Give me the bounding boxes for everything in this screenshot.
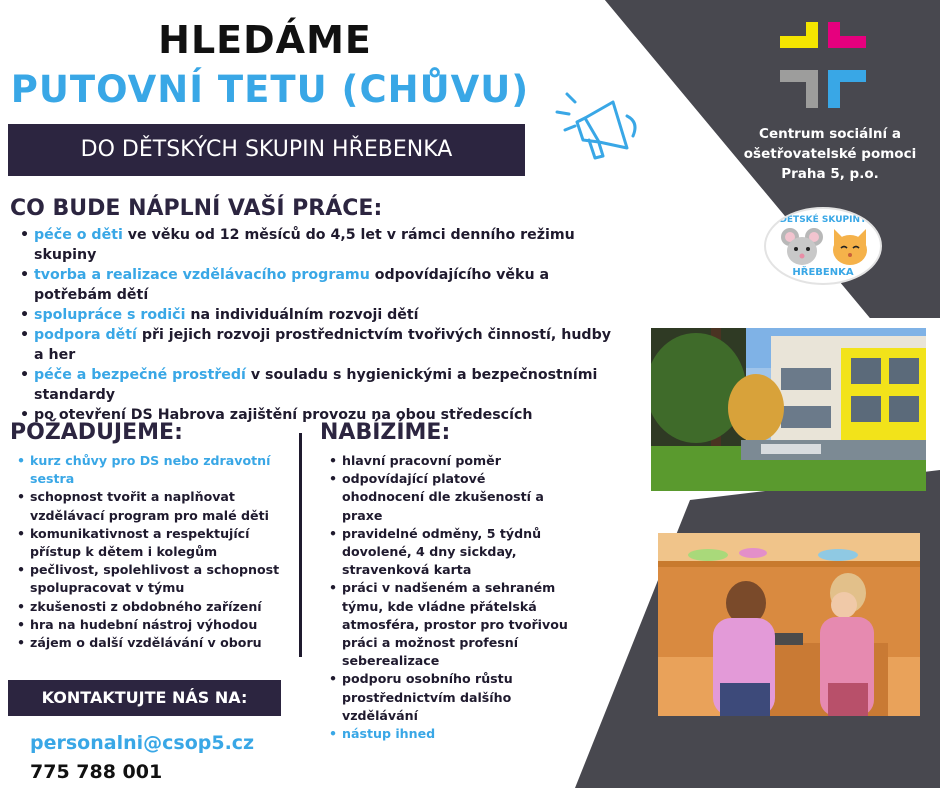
requirements-heading: POŽADUJEME: bbox=[10, 420, 183, 445]
list-item: • zkušenosti z obdobného zařízení bbox=[16, 598, 286, 616]
contact-phone: 775 788 001 bbox=[30, 761, 163, 783]
org-line: ošetřovatelské pomoci bbox=[743, 146, 917, 162]
list-item: • péče o děti ve věku od 12 měsíců do 4,5 let v rámci denního režimu skupiny bbox=[18, 225, 618, 265]
badge-top-text: DĚTSKÉ SKUPINY bbox=[779, 215, 867, 225]
org-line: Praha 5, p.o. bbox=[781, 166, 879, 182]
column-divider bbox=[299, 433, 302, 657]
headline-position: PUTOVNÍ TETU (CHŮVU) bbox=[10, 68, 530, 111]
list-item: • hra na hudební nástroj výhodou bbox=[16, 616, 286, 634]
list-item: • schopnost tvořit a naplňovat vzdělávací program pro malé děti bbox=[16, 488, 286, 524]
mouse-icon bbox=[780, 225, 824, 267]
list-item: • podporu osobního růstu prostřednictvím dalšího vzdělávání bbox=[328, 670, 568, 725]
list-item: • nástup ihned bbox=[328, 725, 568, 743]
list-item: • odpovídající platové ohodnocení dle zkušeností a praxe bbox=[328, 470, 568, 525]
subheadline-banner: DO DĚTSKÝCH SKUPIN HŘEBENKA bbox=[8, 124, 525, 176]
requirements-list bbox=[16, 452, 286, 652]
megaphone-icon bbox=[555, 88, 650, 168]
list-item: • kurz chůvy pro DS nebo zdravotní sestra bbox=[16, 452, 286, 488]
list-item: • práci v nadšeném a sehraném týmu, kde vládne přátelská atmosféra, prostor pro tvořivou práci a možnost profesní seberealizace bbox=[328, 579, 568, 670]
headline-hledame: HLEDÁME bbox=[158, 18, 372, 62]
duties-heading: CO BUDE NÁPLNÍ VAŠÍ PRÁCE: bbox=[10, 196, 383, 221]
list-item: • pečlivost, spolehlivost a schopnost spolupracovat v týmu bbox=[16, 561, 286, 597]
offer-list bbox=[328, 452, 568, 743]
children-photo bbox=[658, 533, 920, 716]
detske-skupiny-badge bbox=[764, 207, 882, 285]
org-line: Centrum sociální a bbox=[759, 126, 901, 142]
contact-email-link[interactable]: personalni@csop5.cz bbox=[30, 732, 255, 754]
list-item: • komunikativnost a respektující přístup k dětem i kolegům bbox=[16, 525, 286, 561]
building-photo bbox=[651, 328, 926, 491]
offer-heading: NABÍZÍME: bbox=[320, 420, 451, 445]
contact-banner: KONTAKTUJTE NÁS NA: bbox=[8, 680, 281, 716]
list-item: • spolupráce s rodiči na individuálním rozvoji dětí bbox=[18, 305, 618, 325]
list-item: • pravidelné odměny, 5 týdnů dovolené, 4 dny sickday, stravenková karta bbox=[328, 525, 568, 580]
cat-icon bbox=[828, 225, 872, 267]
list-item: • po otevření DS Habrova zajištění provozu na obou středescích bbox=[18, 405, 618, 425]
list-item: • péče a bezpečné prostředí v souladu s hygienickými a bezpečnostními standardy bbox=[18, 365, 618, 405]
badge-bottom-text: HŘEBENKA bbox=[792, 267, 854, 278]
organization-name bbox=[730, 124, 930, 184]
duties-list bbox=[18, 225, 618, 425]
list-item: • podpora dětí při jejich rozvoji prostřednictvím tvořivých činností, hudby a her bbox=[18, 325, 618, 365]
list-item: • hlavní pracovní poměr bbox=[328, 452, 568, 470]
list-item: • zájem o další vzdělávání v oboru bbox=[16, 634, 286, 652]
cross-logo-icon bbox=[780, 22, 866, 108]
list-item: • tvorba a realizace vzdělávacího programu odpovídajícího věku a potřebám dětí bbox=[18, 265, 618, 305]
